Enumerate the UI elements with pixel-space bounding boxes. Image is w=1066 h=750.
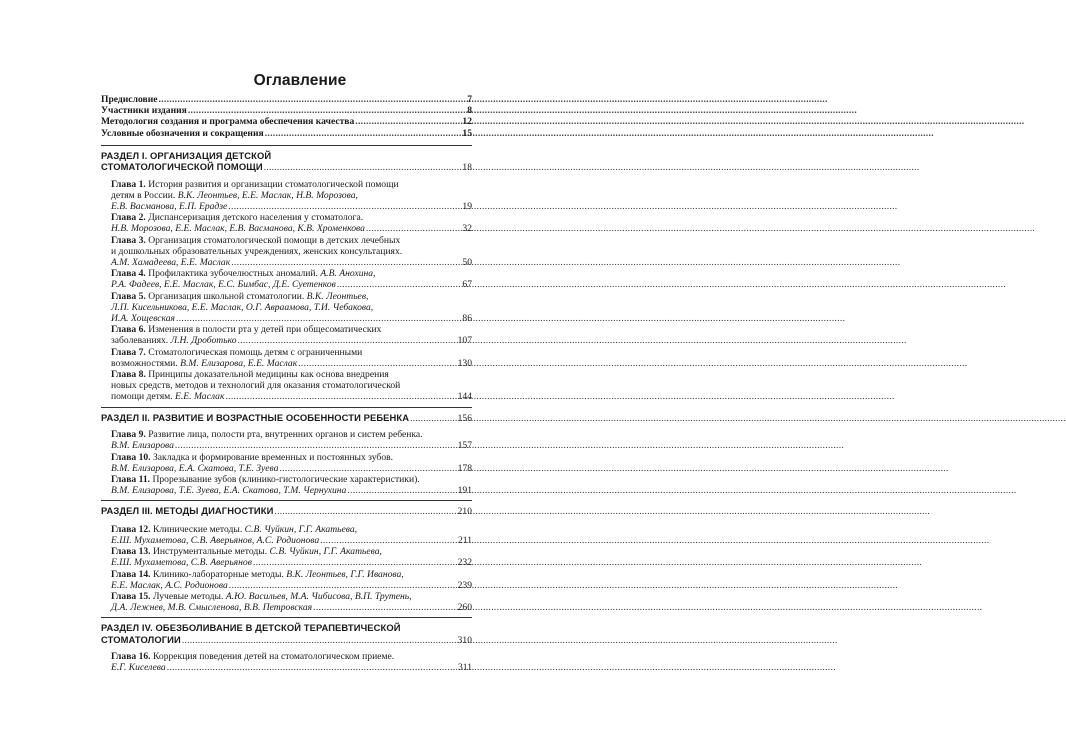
chapter-title: Лучевые методы. [152, 590, 224, 602]
chapter-authors: А.В. Анохина, [320, 268, 376, 280]
chapter-label: Глава 5. [111, 290, 146, 302]
chapter-title: Организация школьной стоматологии. [148, 290, 305, 302]
leader-dots [347, 485, 456, 496]
chapter-authors: Л.П. Кисельникова, Е.Е. Маслак, О.Г. Авраамова, Т.И. Чебакова, [111, 301, 374, 313]
chapter-title: Изменения в полости рта у детей при общесоматических [148, 324, 382, 336]
leader-dots [176, 313, 461, 324]
section-heading[interactable] [101, 505, 472, 518]
page-number: 12 [462, 116, 472, 128]
section-heading[interactable] [101, 412, 472, 425]
chapter-authors: С.В. Чуйкин, Г.Г. Акатьева, [269, 546, 382, 558]
toc-entry[interactable] [101, 128, 472, 139]
chapter-label: Глава 2. [111, 212, 146, 224]
page-number: 19 [462, 201, 472, 213]
chapter-title: Клинические методы. [152, 523, 243, 535]
chapter-authors: В.М. Елизарова [111, 440, 174, 452]
page-number: 8 [467, 105, 472, 117]
leader-dots [274, 507, 456, 518]
section-heading-line: РАЗДЕЛ II. РАЗВИТИЕ И ВОЗРАСТНЫЕ ОСОБЕННОСТИ РЕБЕНКА [101, 411, 410, 423]
page-number: 157 [457, 440, 472, 452]
page-number: 7 [467, 94, 472, 105]
section-heading[interactable] [101, 622, 472, 647]
leader-dots [337, 279, 462, 290]
section-heading-line: РАЗДЕЛ I. ОРГАНИЗАЦИЯ ДЕТСКОЙ [101, 149, 272, 161]
page-number: 311 [457, 662, 472, 674]
chapter-authors: С.В. Чуйкин, Г.Г. Акатьева, [244, 523, 358, 535]
leader-dots [158, 94, 466, 105]
chapter-authors: В.К. Леонтьев, Е.Е. Маслак, Н.В. Морозова, [177, 189, 358, 201]
leader-dots [238, 335, 457, 346]
chapter-title: заболеваниях. [111, 335, 169, 347]
chapter-entry[interactable] [111, 235, 472, 269]
chapter-authors: А.М. Хамадеева, Е.Е. Маслак [111, 257, 231, 269]
chapter-entry[interactable] [111, 524, 472, 546]
chapter-label: Глава 7. [111, 346, 146, 358]
chapter-label: Глава 3. [111, 234, 146, 246]
chapter-title: Диспансеризация детского населения у стоматолога. [148, 212, 364, 224]
page-number: 18 [462, 163, 472, 174]
leader-dots [279, 463, 456, 474]
table-of-contents [101, 94, 472, 674]
chapter-label: Глава 12. [111, 523, 151, 535]
chapter-authors: В.К. Леонтьев, [306, 290, 369, 302]
leader-dots [175, 440, 457, 451]
entry-label: Участники издания [101, 105, 187, 117]
chapter-title: новых средств, методов и технологий для оказания стоматологической [111, 380, 401, 392]
leader-dots [229, 580, 457, 591]
chapter-title: История развития и организации стоматологической помощи [148, 178, 399, 190]
chapter-entry[interactable] [111, 474, 472, 496]
chapter-entry[interactable] [111, 179, 472, 213]
chapter-entry[interactable] [111, 212, 472, 234]
chapter-entry[interactable] [111, 347, 472, 369]
leader-dots [313, 602, 456, 613]
chapter-title: Стоматологическая помощь детям с ограниченными [148, 346, 363, 358]
page-number: 32 [462, 223, 472, 235]
leader-dots [182, 636, 457, 647]
chapter-title: Инструментальные методы. [152, 546, 268, 558]
chapter-title: Профилактика зубочелюстных аномалий. [148, 268, 318, 280]
chapter-label: Глава 6. [111, 324, 146, 336]
chapter-label: Глава 15. [111, 590, 151, 602]
leader-dots [410, 414, 457, 425]
page-number: 239 [457, 579, 472, 591]
chapter-title: помощи детям. [111, 391, 173, 403]
chapter-authors: Л.Н. Дроботько [170, 335, 237, 347]
chapter-authors: И.А. Хощевская [111, 313, 175, 325]
entry-label: Методология создания и программа обеспечения качества [101, 116, 355, 128]
chapter-title: Закладка и формирование временных и постоянных зубов. [152, 451, 394, 463]
chapter-entry[interactable] [111, 369, 472, 403]
leader-dots [355, 116, 461, 127]
section-heading-line: РАЗДЕЛ IV. ОБЕЗБОЛИВАНИЕ В ДЕТСКОЙ ТЕРАПЕВТИЧЕСКОЙ [101, 622, 401, 634]
leader-dots [231, 257, 461, 268]
chapter-entry[interactable] [111, 324, 472, 346]
chapter-entry[interactable] [111, 268, 472, 290]
chapter-title: Развитие лица, полости рта, внутренних органов и систем ребенка. [148, 429, 423, 441]
section-heading-line: РАЗДЕЛ III. МЕТОДЫ ДИАГНОСТИКИ [101, 505, 274, 517]
page-number: 156 [457, 413, 472, 424]
chapter-label: Глава 11. [111, 473, 151, 485]
leader-dots [366, 223, 462, 234]
chapter-authors: Е.Г. Киселева [111, 662, 166, 674]
chapter-authors: Е.Ш. Мухаметова, С.В. Аверьянов, А.С. Родионова [111, 534, 320, 546]
chapter-title: и дошкольных образовательных учреждениях, женских консультациях. [111, 245, 403, 257]
leader-dots [320, 535, 457, 546]
page-title: Оглавление [253, 72, 347, 89]
entry-label: Условные обозначения и сокращения [101, 127, 264, 139]
leader-dots [265, 128, 462, 139]
page-number: 178 [457, 462, 472, 474]
chapter-entry[interactable] [111, 429, 472, 451]
page-number: 86 [462, 313, 472, 325]
chapter-authors: Д.А. Лежнев, М.В. Смысленова, В.В. Петровская [111, 602, 313, 614]
chapter-entry[interactable] [111, 651, 472, 673]
chapter-authors: Н.В. Морозова, Е.Е. Маслак, Е.В. Васманова, К.В. Хроменкова [111, 223, 365, 235]
leader-dots [298, 358, 456, 369]
leader-dots [253, 557, 457, 568]
page-number: 15 [462, 127, 472, 139]
chapter-label: Глава 13. [111, 546, 151, 558]
chapter-label: Глава 8. [111, 369, 146, 381]
page-number: 50 [462, 257, 472, 269]
page-number: 144 [457, 391, 472, 403]
section-heading[interactable] [101, 150, 472, 175]
page-number: 211 [457, 534, 472, 546]
chapter-authors: В.М. Елизарова, Т.Е. Зуева, Е.А. Скатова, Т.М. Чернухина [111, 485, 347, 497]
leader-dots [188, 105, 466, 116]
chapter-authors: Р.А. Фадеев, Е.Е. Маслак, Е.С. Бимбас, Д.Е. Суетенков [111, 279, 336, 291]
entry-label: Предисловие [101, 94, 158, 105]
chapter-authors: А.Ю. Васильев, М.А. Чибисова, В.П. Трутень, [225, 590, 412, 602]
chapter-label: Глава 9. [111, 429, 146, 441]
toc-entry[interactable] [101, 94, 472, 105]
toc-entry[interactable] [101, 105, 472, 116]
chapter-title: Клинико-лабораторные методы. [152, 568, 284, 580]
chapter-authors: Е.В. Васманова, Е.П. Ерадзе [111, 201, 228, 213]
page-number: 260 [457, 602, 472, 614]
chapter-entry[interactable] [111, 452, 472, 474]
chapter-entry[interactable] [111, 546, 472, 568]
chapter-authors: Е.Е. Маслак [175, 391, 225, 403]
chapter-entry[interactable] [111, 291, 472, 325]
chapter-entry[interactable] [111, 569, 472, 591]
page-number: 67 [462, 279, 472, 291]
page-number: 130 [457, 357, 472, 369]
chapter-label: Глава 16. [111, 651, 151, 663]
toc-entry[interactable] [101, 116, 472, 127]
chapter-label: Глава 1. [111, 178, 146, 190]
chapter-title: Коррекция поведения детей на стоматологическом приеме. [152, 651, 395, 663]
chapter-title: Принципы доказательной медицины как основа внедрения [148, 369, 389, 381]
chapter-authors: Е.Е. Маслак, А.С. Родионова [111, 579, 228, 591]
leader-dots [228, 201, 461, 212]
chapter-title: детям в России. [111, 189, 176, 201]
page-number: 232 [457, 557, 472, 569]
chapter-title: возможностями. [111, 357, 178, 369]
leader-dots [225, 391, 456, 402]
chapter-label: Глава 4. [111, 268, 146, 280]
page-number: 310 [457, 635, 472, 646]
chapter-authors: В.К. Леонтьев, Г.Г. Иванова, [286, 568, 404, 580]
section-heading-line: СТОМАТОЛОГИИ [101, 633, 181, 645]
page-number: 191 [457, 485, 472, 497]
page-number: 210 [457, 507, 472, 518]
section-heading-line: СТОМАТОЛОГИЧЕСКОЙ ПОМОЩИ [101, 161, 263, 173]
leader-dots [264, 163, 462, 174]
chapter-label: Глава 14. [111, 568, 151, 580]
chapter-title: Прорезывание зубов (клинико-гистологические характеристики). [152, 473, 420, 485]
chapter-entry[interactable] [111, 591, 472, 613]
chapter-title: Организация стоматологической помощи в детских лечебных [148, 234, 401, 246]
chapter-authors: Е.Ш. Мухаметова, С.В. Аверьянов [111, 557, 252, 569]
page-number: 107 [457, 335, 472, 347]
chapter-authors: В.М. Елизарова, Е.А. Скатова, Т.Е. Зуева [111, 462, 279, 474]
leader-dots [167, 662, 457, 673]
chapter-label: Глава 10. [111, 451, 151, 463]
chapter-authors: В.М. Елизарова, Е.Е. Маслак [180, 357, 298, 369]
